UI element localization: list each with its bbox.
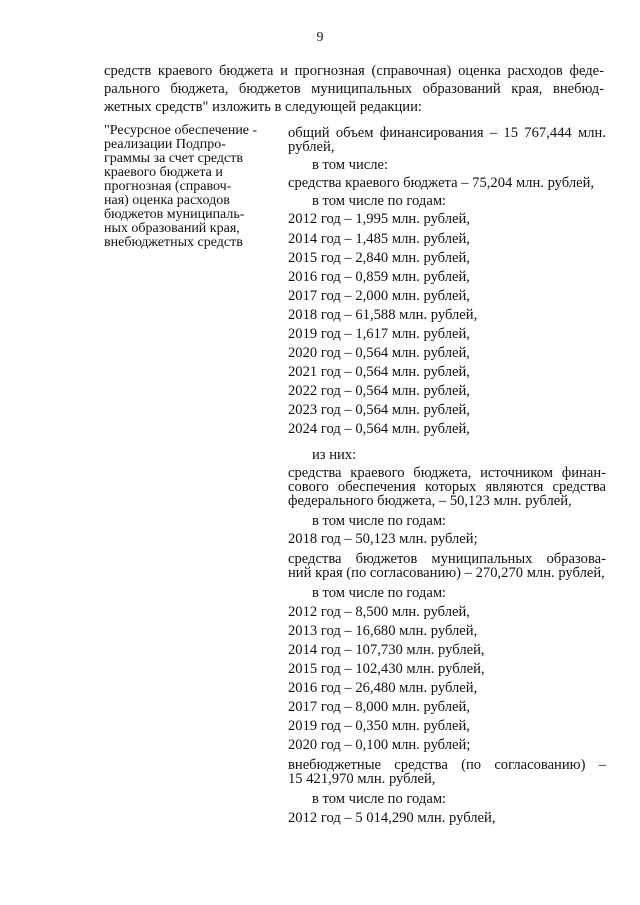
label-line: граммы за счет средств xyxy=(104,151,243,166)
funding-line: 2014 год – 107,730 млн. рублей, xyxy=(288,642,485,658)
intro-line: рального бюджета, бюджетов муниципальных образований края, внебюд- xyxy=(104,81,604,97)
funding-line: 2018 год – 61,588 млн. рублей, xyxy=(288,307,478,323)
funding-line: сового обеспечения которых являются средства xyxy=(288,479,606,495)
funding-line: 2014 год – 1,485 млн. рублей, xyxy=(288,231,470,247)
funding-line: 2016 год – 26,480 млн. рублей, xyxy=(288,680,478,696)
label-line: бюджетов муниципаль- xyxy=(104,207,245,222)
funding-line: в том числе по годам: xyxy=(312,791,447,807)
funding-line: 2023 год – 0,564 млн. рублей, xyxy=(288,402,470,418)
funding-line: 2012 год – 1,995 млн. рублей, xyxy=(288,211,470,227)
funding-line: федерального бюджета, – 50,123 млн. рублей, xyxy=(288,493,572,509)
resource-label-column xyxy=(104,124,276,250)
funding-line: 2017 год – 2,000 млн. рублей, xyxy=(288,288,470,304)
funding-line: 2019 год – 1,617 млн. рублей, xyxy=(288,326,470,342)
funding-line: 2021 год – 0,564 млн. рублей, xyxy=(288,364,470,380)
funding-line: в том числе по годам: xyxy=(312,193,447,209)
funding-line: 2013 год – 16,680 млн. рублей, xyxy=(288,623,478,639)
page-number: 9 xyxy=(316,30,324,45)
intro-paragraph xyxy=(104,62,604,116)
funding-line: ний края (по согласованию) – 270,270 млн. рублей, xyxy=(288,565,605,581)
funding-line: 2018 год – 50,123 млн. рублей; xyxy=(288,531,478,547)
funding-line: 15 421,970 млн. рублей, xyxy=(288,771,436,787)
funding-line: средства краевого бюджета, источником финан- xyxy=(288,465,606,481)
funding-line: в том числе: xyxy=(312,157,389,173)
funding-line: внебюджетные средства (по согласованию) – xyxy=(288,757,606,773)
funding-line: средства бюджетов муниципальных образова- xyxy=(288,551,606,567)
funding-line: 2020 год – 0,564 млн. рублей, xyxy=(288,345,470,361)
funding-line: 2015 год – 102,430 млн. рублей, xyxy=(288,661,485,677)
label-line: прогнозная (справоч- xyxy=(104,179,232,194)
label-line: ных образований края, xyxy=(104,221,240,236)
funding-line: в том числе по годам: xyxy=(312,513,447,529)
funding-line: 2012 год – 5 014,290 млн. рублей, xyxy=(288,810,496,826)
funding-line: из них: xyxy=(312,447,357,463)
funding-line: 2022 год – 0,564 млн. рублей, xyxy=(288,383,470,399)
intro-line: жетных средств" изложить в следующей редакции: xyxy=(104,99,422,115)
funding-line: рублей, xyxy=(288,139,335,155)
label-line: внебюджетных средств xyxy=(104,235,243,250)
funding-line: 2016 год – 0,859 млн. рублей, xyxy=(288,269,470,285)
funding-line: 2015 год – 2,840 млн. рублей, xyxy=(288,250,470,266)
label-line: ная) оценка расходов xyxy=(104,193,230,208)
funding-line: средства краевого бюджета – 75,204 млн. рублей, xyxy=(288,175,595,191)
funding-line: 2012 год – 8,500 млн. рублей, xyxy=(288,604,470,620)
funding-line: 2017 год – 8,000 млн. рублей, xyxy=(288,699,470,715)
funding-line: 2024 год – 0,564 млн. рублей, xyxy=(288,421,470,437)
label-line: реализации Подпро- xyxy=(104,137,226,152)
label-line: "Ресурсное обеспечение - xyxy=(104,123,258,138)
funding-line: общий объем финансирования – 15 767,444 млн. xyxy=(288,125,606,141)
funding-line: 2019 год – 0,350 млн. рублей, xyxy=(288,718,470,734)
label-line: краевого бюджета и xyxy=(104,165,223,180)
intro-line: средств краевого бюджета и прогнозная (справочная) оценка расходов феде- xyxy=(104,63,604,79)
funding-line: 2020 год – 0,100 млн. рублей; xyxy=(288,737,471,753)
funding-line: в том числе по годам: xyxy=(312,585,447,601)
